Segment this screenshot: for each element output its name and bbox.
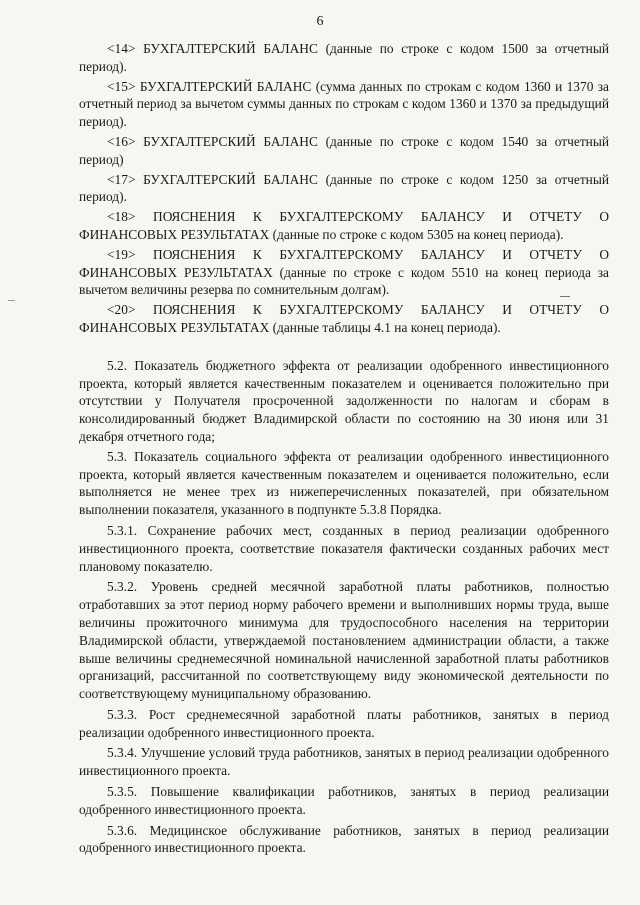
footnote-20: <20> ПОЯСНЕНИЯ К БУХГАЛТЕРСКОМУ БАЛАНСУ И ОТЧЕТУ О ФИНАНСОВЫХ РЕЗУЛЬТАТАХ (данные таблицы 4.1 на конец периода). <box>79 302 609 335</box>
page-number: 6 <box>316 14 324 29</box>
section-5-3-6: 5.3.6. Медицинское обслуживание работников, занятых в период реализации одобренного инвестиционного проекта. <box>79 822 609 856</box>
footnote-18: <18> ПОЯСНЕНИЯ К БУХГАЛТЕРСКОМУ БАЛАНСУ И ОТЧЕТУ О ФИНАНСОВЫХ РЕЗУЛЬТАТАХ (данные по строке с кодом 5305 на конец периода). <box>79 209 609 242</box>
section-5-3-2: 5.3.2. Уровень средней месячной заработной платы работников, полностью отработавших за этот период норму рабочего времени и выполнивших нормы труда, выше величины прожиточного минимума для трудоспособного населения на территории Владимирской области, утверждаемой постановлением администрации области, а также выше величины среднемесячной номинальной начисленной заработной платы работников организаций, рассчитанной по соответствующему виду экономической деятельности по соответствующему муниципальному образованию. <box>79 579 609 702</box>
section-5-3-1: 5.3.1. Сохранение рабочих мест, созданных в период реализации одобренного инвестиционного проекта, соответствие показателя фактически созданных рабочих мест плановому показателю. <box>79 522 609 574</box>
scan-edge-mark <box>8 300 15 301</box>
section-5-3-5: 5.3.5. Повышение квалификации работников, занятых в период реализации одобренного инвестиционного проекта. <box>79 784 609 817</box>
footnote-17: <17> БУХГАЛТЕРСКИЙ БАЛАНС (данные по строке с кодом 1250 за отчетный период). <box>79 171 609 205</box>
section-5-2: 5.2. Показатель бюджетного эффекта от реализации одобренного инвестиционного проекта, который является качественным показателем и оценивается положительно при отсутствии у Получателя просроченной задолженности по налогам и сборам в консолидированный бюджет Владимирской области по состоянию на 30 июня или 31 декабря отчетного года; <box>79 357 609 444</box>
section-5-3: 5.3. Показатель социального эффекта от реализации одобренного инвестиционного проекта, который является качественным показателем и оценивается положительно, если выполняется не менее трех из нижеперечисленных показателей, при обязательном выполнении показателя, указанного в подпункте 5.3.8 Порядка. <box>79 448 609 518</box>
footnote-19: <19> ПОЯСНЕНИЯ К БУХГАЛТЕРСКОМУ БАЛАНСУ И ОТЧЕТУ О ФИНАНСОВЫХ РЕЗУЛЬТАТАХ (данные по строке с кодом 5510 на конец периода за вычетом величины резерва по сомнительным долгам). <box>79 246 609 298</box>
footnote-16: <16> БУХГАЛТЕРСКИЙ БАЛАНС (данные по строке с кодом 1540 за отчетный период) <box>79 133 609 167</box>
section-5-3-4: 5.3.4. Улучшение условий труда работников, занятых в период реализации одобренного инвестиционного проекта. <box>79 745 609 779</box>
footnote-15: <15> БУХГАЛТЕРСКИЙ БАЛАНС (сумма данных по строкам с кодом 1360 и 1370 за отчетный период за вычетом суммы данных по строкам с кодом 1360 и 1370 за предыдущий период). <box>79 78 609 130</box>
section-gap <box>79 339 609 357</box>
document-body <box>79 40 609 859</box>
footnote-14: <14> БУХГАЛТЕРСКИЙ БАЛАНС (данные по строке с кодом 1500 за отчетный период). <box>79 41 609 74</box>
section-5-3-3: 5.3.3. Рост среднемесячной заработной платы работников, занятых в период реализации одобренного инвестиционного проекта. <box>79 706 609 740</box>
